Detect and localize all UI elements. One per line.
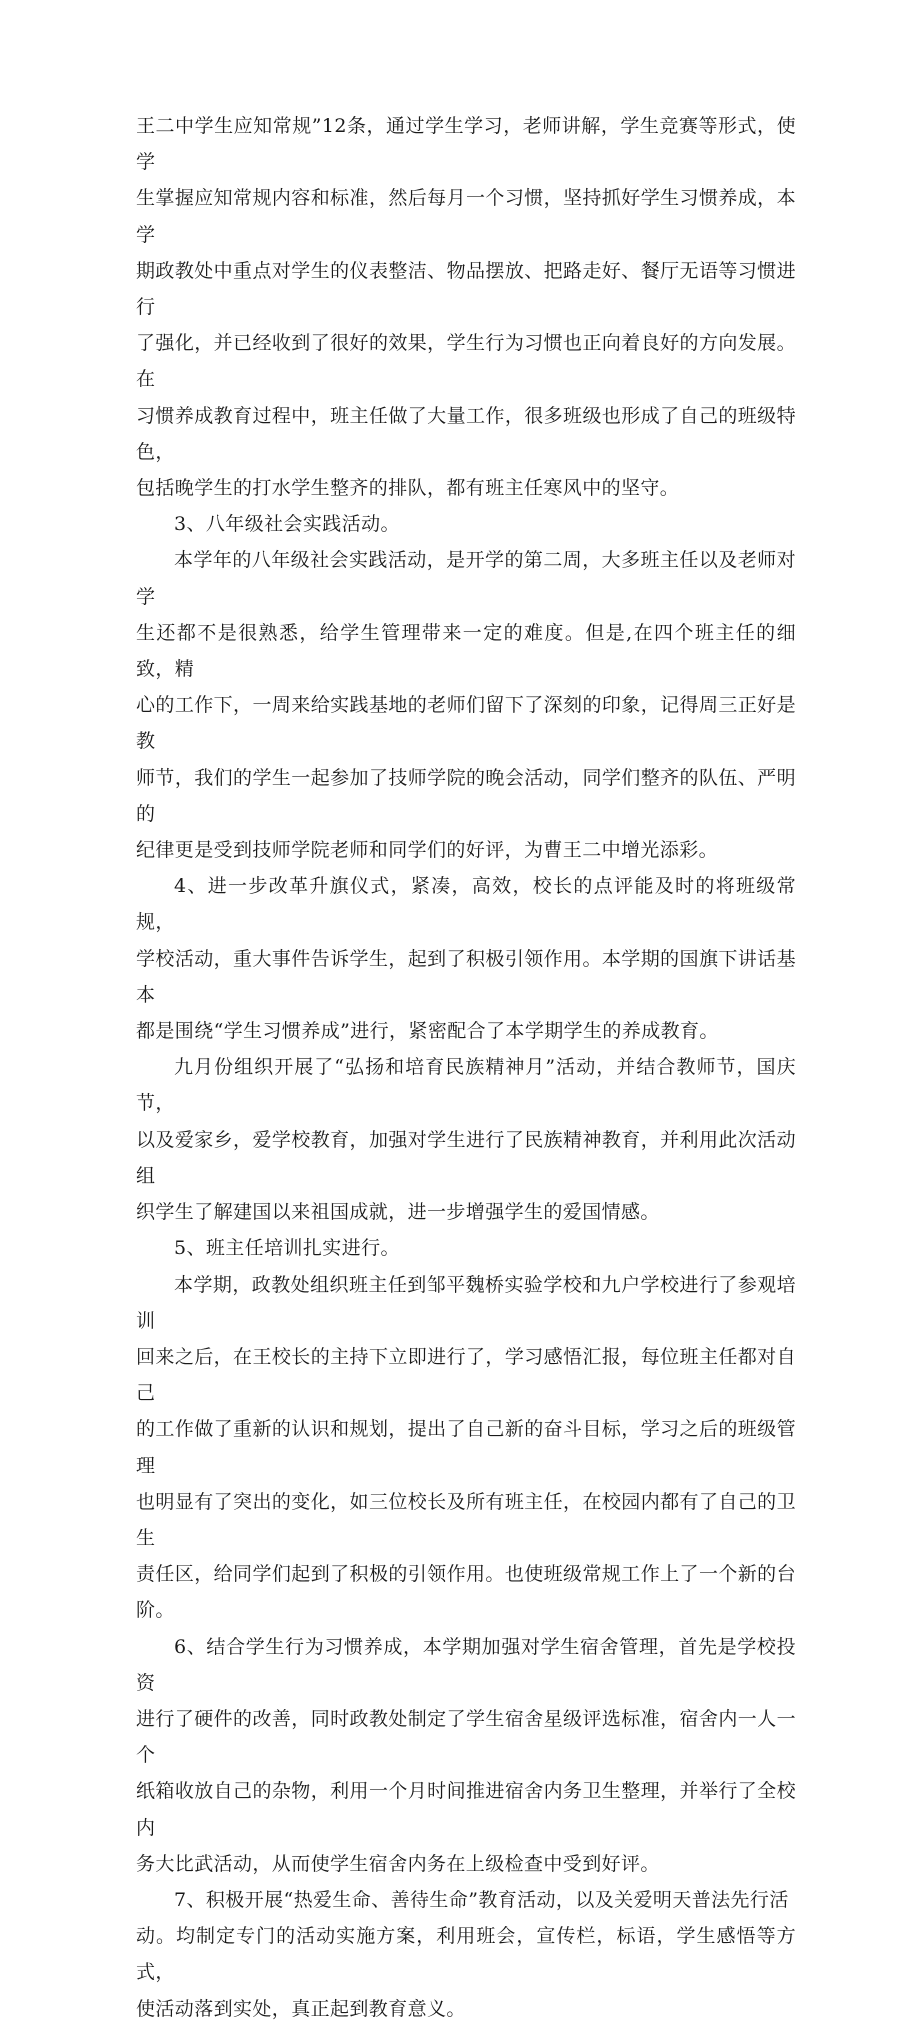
document-body bbox=[136, 108, 796, 2027]
paragraph-4: 4、进一步改革升旗仪式，紧凑，高效，校长的点评能及时的将班级常规， 学校活动，重大事件告诉学生，起到了积极引领作用。本学期的国旗下讲话基本 都是围绕“学生习惯养成”进行，紧密配合了本学期学生的养成教育。 bbox=[136, 875, 796, 1043]
paragraph-september: 九月份组织开展了“弘扬和培育民族精神月”活动，并结合教师节，国庆节， 以及爱家乡，爱学校教育，加强对学生进行了民族精神教育，并利用此次活动组 织学生了解建国以来祖国成就，进一步增强学生的爱国情感。 bbox=[136, 1056, 796, 1224]
paragraph-7: 7、积极开展“热爱生命、善待生命”教育活动，以及关爱明天普法先行活 动。均制定专门的活动实施方案，利用班会，宣传栏，标语，学生感悟等方式， 使活动落到实处，真正起到教育意义。 bbox=[136, 1888, 796, 2020]
heading-5: 5、班主任培训扎实进行。 bbox=[174, 1237, 400, 1260]
heading-3: 3、八年级社会实践活动。 bbox=[174, 513, 400, 536]
paragraph-5: 本学期，政教处组织班主任到邹平魏桥实验学校和九户学校进行了参观培训 回来之后，在王校长的主持下立即进行了，学习感悟汇报，每位班主任都对自己 的工作做了重新的认识和规划，提出了自己新的奋斗目标，学习之后的班级管理 也明显有了突出的变化，如三位校长及所有班主任，在校园内都有了自己的卫生 责任区，给同学们起到了积极的引领作用。也使班级常规工作上了一个新的台阶。 bbox=[136, 1273, 796, 1622]
paragraph-1: 王二中学生应知常规”12条，通过学生学习，老师讲解，学生竞赛等形式，使学 生掌握应知常规内容和标准，然后每月一个习惯，坚持抓好学生习惯养成，本学 期政教处中重点对学生的仪表整洁、物品摆放、把路走好、餐厅无语等习惯进行 了强化，并已经收到了很好的效果，学生行为习惯也正向着良好的方向发展。在 习惯养成教育过程中，班主任做了大量工作，很多班级也形成了自己的班级特色， 包括晚学生的打水学生整齐的排队，都有班主任寒风中的坚守。 bbox=[136, 115, 796, 500]
paragraph-3: 本学年的八年级社会实践活动，是开学的第二周，大多班主任以及老师对学 生还都不是很熟悉，给学生管理带来一定的难度。但是,在四个班主任的细致，精 心的工作下，一周来给实践基地的老师们留下了深刻的印象，记得周三正好是教 师节，我们的学生一起参加了技师学院的晚会活动，同学们整齐的队伍、严明的 纪律更是受到技师学院老师和同学们的好评，为曹王二中增光添彩。 bbox=[136, 549, 796, 862]
paragraph-6: 6、结合学生行为习惯养成，本学期加强对学生宿舍管理，首先是学校投资 进行了硬件的改善，同时政教处制定了学生宿舍星级评选标准，宿舍内一人一个 纸箱收放自己的杂物，利用一个月时间推进宿舍内务卫生整理，并举行了全校内 务大比武活动，从而使学生宿舍内务在上级检查中受到好评。 bbox=[136, 1635, 796, 1875]
